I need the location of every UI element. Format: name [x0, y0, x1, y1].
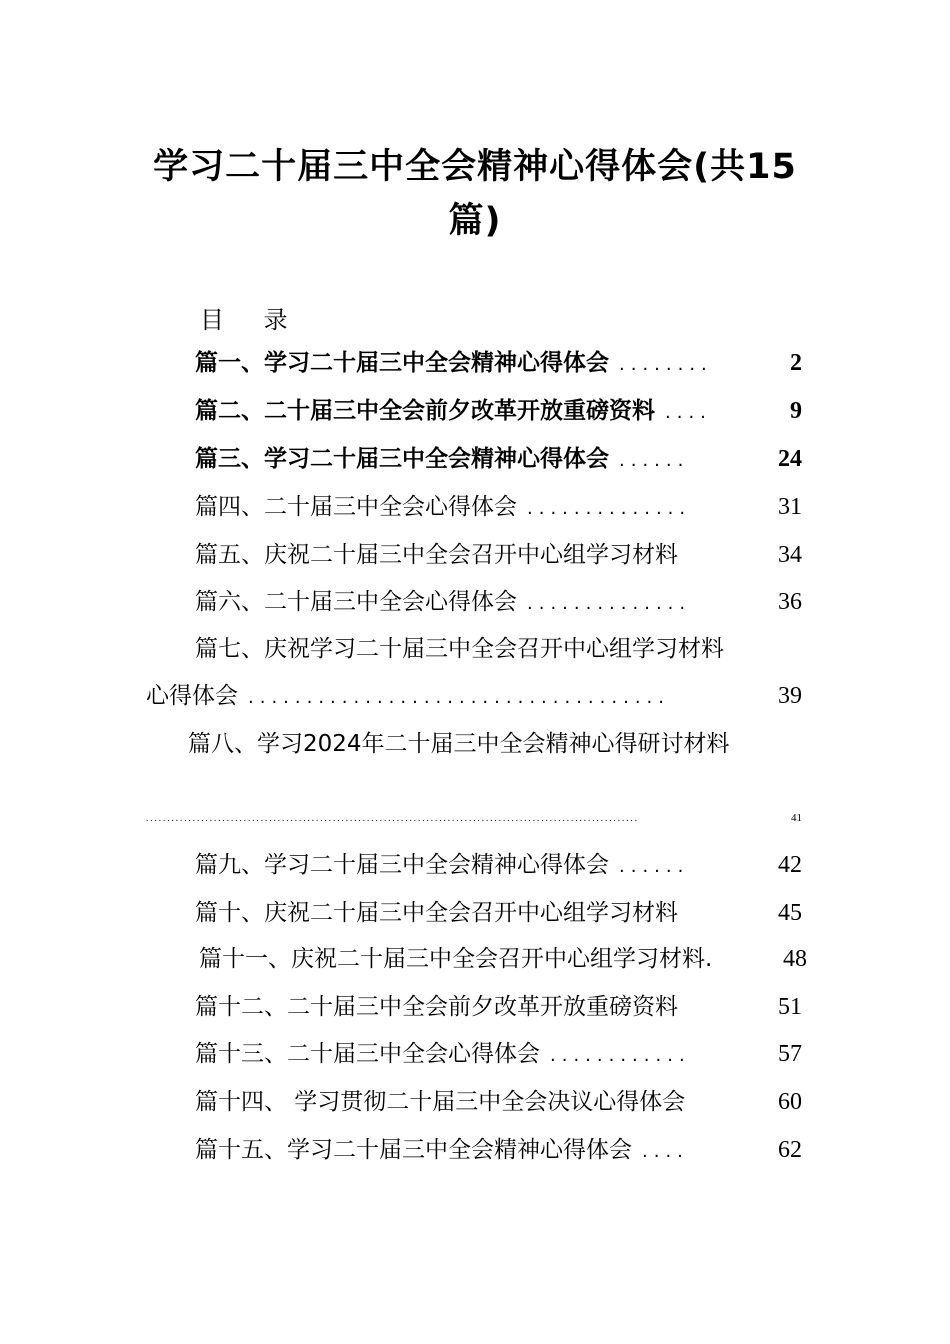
toc-page-number: 24: [778, 446, 802, 472]
toc-page-number: 9: [790, 398, 802, 424]
toc-leader-dots: ....: [665, 402, 712, 423]
toc-entry-7[interactable]: [146, 679, 802, 713]
toc-entry-6[interactable]: [195, 585, 802, 619]
toc-heading: 目 录: [200, 306, 304, 334]
toc-entry-14[interactable]: [195, 1085, 802, 1119]
toc-entry-title: 篇六、二十届三中全会心得体会: [195, 589, 517, 615]
toc-entry-7-line1[interactable]: 篇七、庆祝学习二十届三中全会召开中心组学习材料: [195, 636, 724, 662]
toc-entry-10[interactable]: [195, 896, 802, 930]
toc-page-number: 42: [778, 852, 802, 878]
toc-entry-title: 篇四、二十届三中全会心得体会: [195, 494, 517, 520]
toc-leader-dots: ......: [619, 856, 690, 877]
toc-page-number: 41: [791, 812, 802, 824]
toc-leader-dots: ............: [550, 1045, 691, 1066]
toc-entry-title: 篇一、学习二十届三中全会精神心得体会: [195, 350, 609, 376]
toc-page-number: 62: [778, 1137, 802, 1163]
toc-leader-dots: ......: [619, 450, 690, 471]
toc-entry-title: 心得体会: [146, 683, 238, 709]
toc-entry-title: 篇十、庆祝二十届三中全会召开中心组学习材料: [195, 900, 678, 926]
toc-entry-11[interactable]: [199, 942, 807, 976]
toc-entry-title: 篇九、学习二十届三中全会精神心得体会: [195, 852, 609, 878]
toc-page-number: 45: [778, 900, 802, 926]
toc-entry-title: 篇十四、 学习贯彻二十届三中全会决议心得体会: [195, 1089, 686, 1115]
toc-entry-8-title[interactable]: 篇八、学习2024年二十届三中全会精神心得研讨材料: [188, 731, 730, 757]
toc-page-number: 60: [778, 1089, 802, 1115]
document-title: [150, 140, 800, 248]
toc-entry-2[interactable]: [195, 394, 802, 428]
toc-page-number: 36: [778, 589, 802, 615]
toc-leader-dots: ....................................................................................................................: [146, 813, 639, 823]
toc-entry-title: 篇三、学习二十届三中全会精神心得体会: [195, 446, 609, 472]
toc-page-number: 48: [783, 946, 807, 972]
toc-leader-dots: ..............: [527, 498, 692, 519]
toc-entry-title: 篇二、二十届三中全会前夕改革开放重磅资料: [195, 398, 655, 424]
toc-entry-title: 篇十二、二十届三中全会前夕改革开放重磅资料: [195, 994, 678, 1020]
toc-entry-8-leader[interactable]: [146, 812, 802, 834]
toc-page-number: 39: [778, 683, 802, 709]
toc-entry-3[interactable]: [195, 442, 802, 476]
toc-page-number: 2: [790, 350, 802, 376]
toc-entry-5[interactable]: [195, 538, 802, 572]
toc-entry-15[interactable]: [195, 1133, 802, 1167]
toc-leader-dots: ....................................: [248, 687, 670, 708]
toc-leader-dots: ..............: [527, 593, 692, 614]
toc-page-number: 57: [778, 1041, 802, 1067]
document-title-line2: 篇): [448, 201, 502, 241]
toc-entry-12[interactable]: [195, 990, 802, 1024]
toc-entry-title: 篇十一、庆祝二十届三中全会召开中心组学习材料.: [199, 946, 713, 972]
toc-entry-1[interactable]: [195, 346, 802, 380]
toc-entry-title: 篇十三、二十届三中全会心得体会: [195, 1041, 540, 1067]
toc-page-number: 31: [778, 494, 802, 520]
document-title-line1: 学习二十届三中全会精神心得体会(共15: [153, 147, 797, 187]
toc-entry-title: 篇五、庆祝二十届三中全会召开中心组学习材料: [195, 542, 678, 568]
toc-leader-dots: ........: [619, 354, 713, 375]
toc-entry-title: 篇十五、学习二十届三中全会精神心得体会: [195, 1137, 632, 1163]
toc-entry-4[interactable]: [195, 490, 802, 524]
toc-entry-13[interactable]: [195, 1037, 802, 1071]
toc-entry-9[interactable]: [195, 848, 802, 882]
toc-page-number: 34: [778, 542, 802, 568]
toc-page-number: 51: [778, 994, 802, 1020]
toc-leader-dots: ....: [642, 1141, 689, 1162]
